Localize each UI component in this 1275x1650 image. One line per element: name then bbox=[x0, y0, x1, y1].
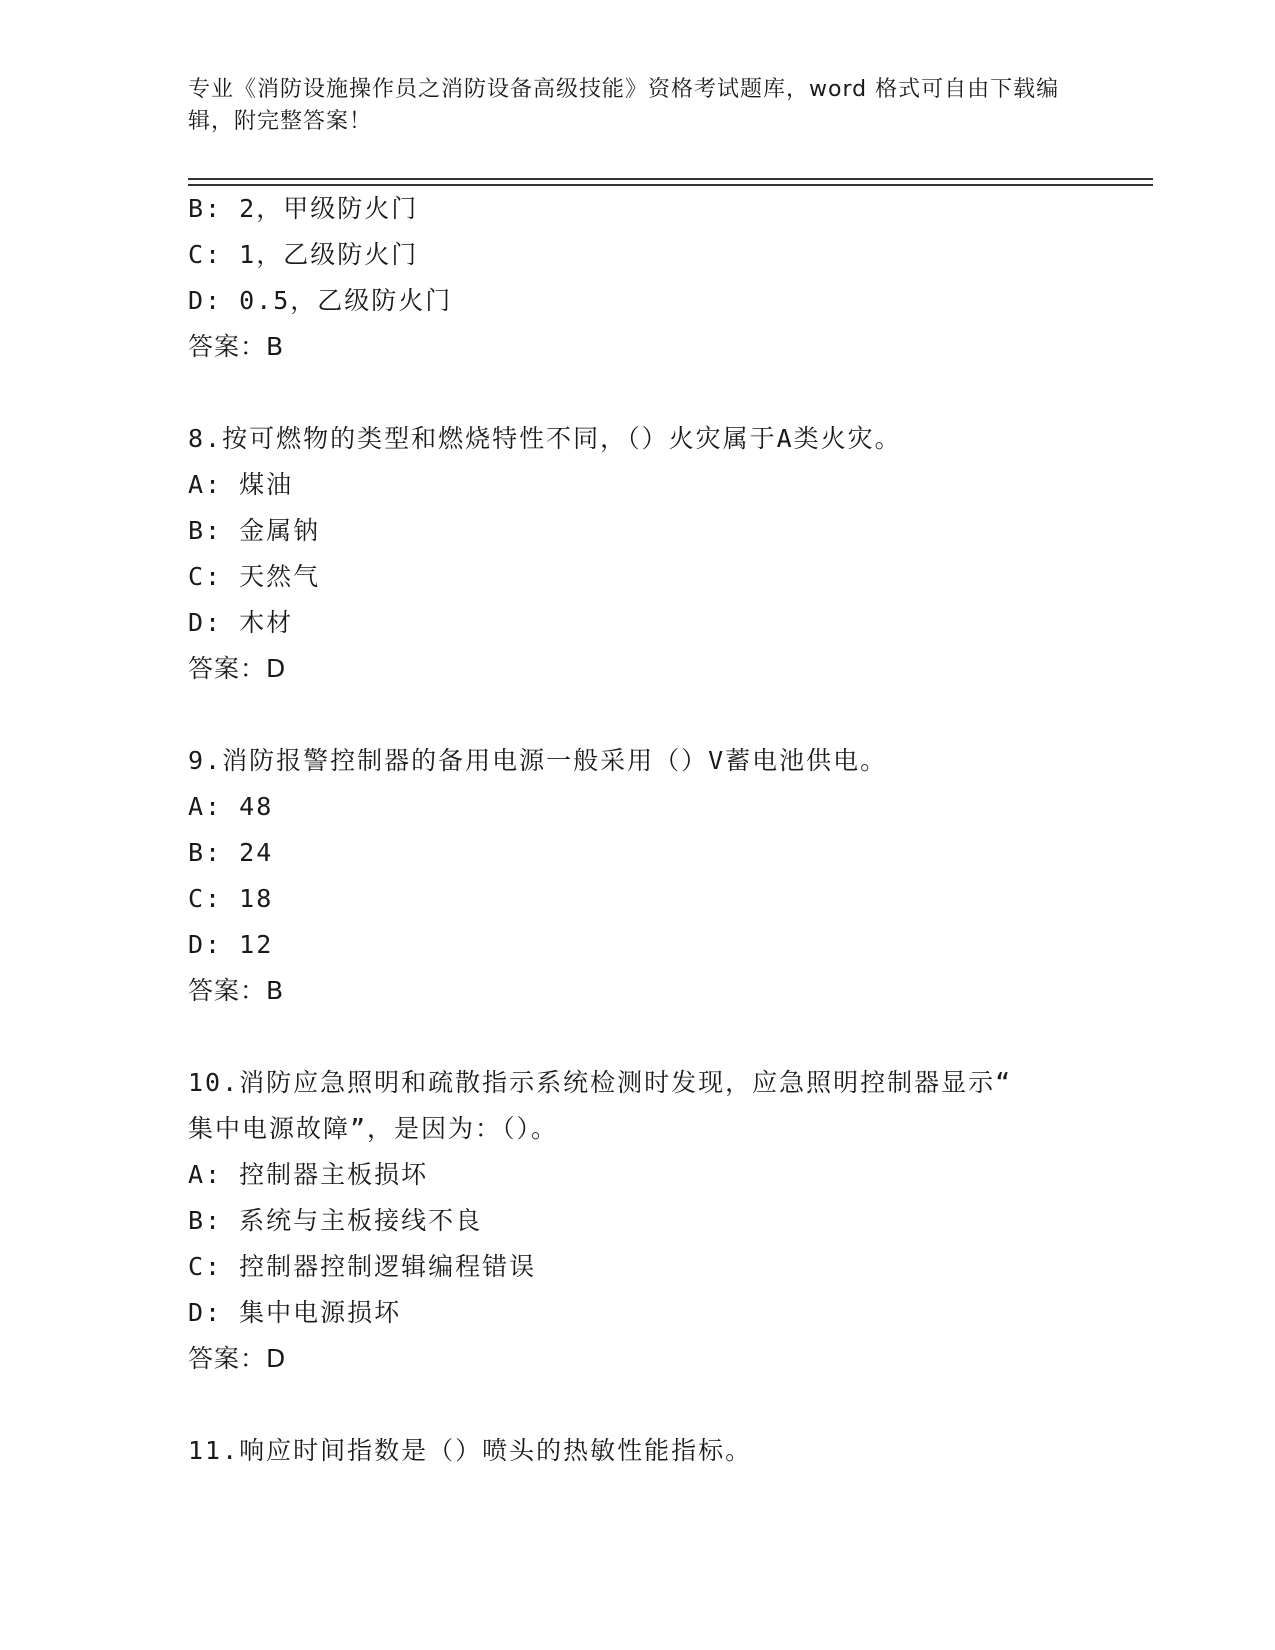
option-a: A: 煤油 bbox=[188, 470, 294, 499]
answer: 答案：B bbox=[188, 976, 285, 1005]
question-8 bbox=[188, 416, 1088, 692]
question-text-line-1: 10.消防应急照明和疏散指示系统检测时发现，应急照明控制器显示“ bbox=[188, 1068, 1013, 1097]
question-text: 11.响应时间指数是（）喷头的热敏性能指标。 bbox=[188, 1436, 753, 1465]
option-c: C: 控制器控制逻辑编程错误 bbox=[188, 1252, 537, 1281]
option-d: D: 集中电源损坏 bbox=[188, 1298, 402, 1327]
option-b: B: 2，甲级防火门 bbox=[188, 194, 419, 223]
option-c: C: 18 bbox=[188, 884, 274, 913]
answer: 答案：D bbox=[188, 1344, 287, 1373]
question-11 bbox=[188, 1428, 1088, 1474]
question-text: 8.按可燃物的类型和燃烧特性不同，（）火灾属于A类火灾。 bbox=[188, 424, 902, 453]
option-b: B: 金属钠 bbox=[188, 516, 321, 545]
header-rule-top bbox=[188, 178, 1153, 180]
option-c: C: 天然气 bbox=[188, 562, 321, 591]
option-c: C: 1，乙级防火门 bbox=[188, 240, 419, 269]
option-b: B: 24 bbox=[188, 838, 274, 867]
answer: 答案：B bbox=[188, 332, 285, 361]
option-d: D: 0.5，乙级防火门 bbox=[188, 286, 453, 315]
question-text-line-2: 集中电源故障”，是因为：（）。 bbox=[188, 1114, 559, 1143]
option-a: A: 48 bbox=[188, 792, 274, 821]
answer: 答案：D bbox=[188, 654, 287, 683]
question-continued bbox=[188, 186, 1088, 370]
document-header: 专业《消防设施操作员之消防设备高级技能》资格考试题库，word 格式可自由下载编辑，附完整答案！ bbox=[188, 77, 1060, 134]
question-list bbox=[188, 186, 1088, 1474]
question-9 bbox=[188, 738, 1088, 1014]
question-10 bbox=[188, 1060, 1088, 1382]
option-d: D: 12 bbox=[188, 930, 274, 959]
option-a: A: 控制器主板损坏 bbox=[188, 1160, 429, 1189]
option-b: B: 系统与主板接线不良 bbox=[188, 1206, 483, 1235]
option-d: D: 木材 bbox=[188, 608, 294, 637]
question-text: 9.消防报警控制器的备用电源一般采用（）V蓄电池供电。 bbox=[188, 746, 888, 775]
